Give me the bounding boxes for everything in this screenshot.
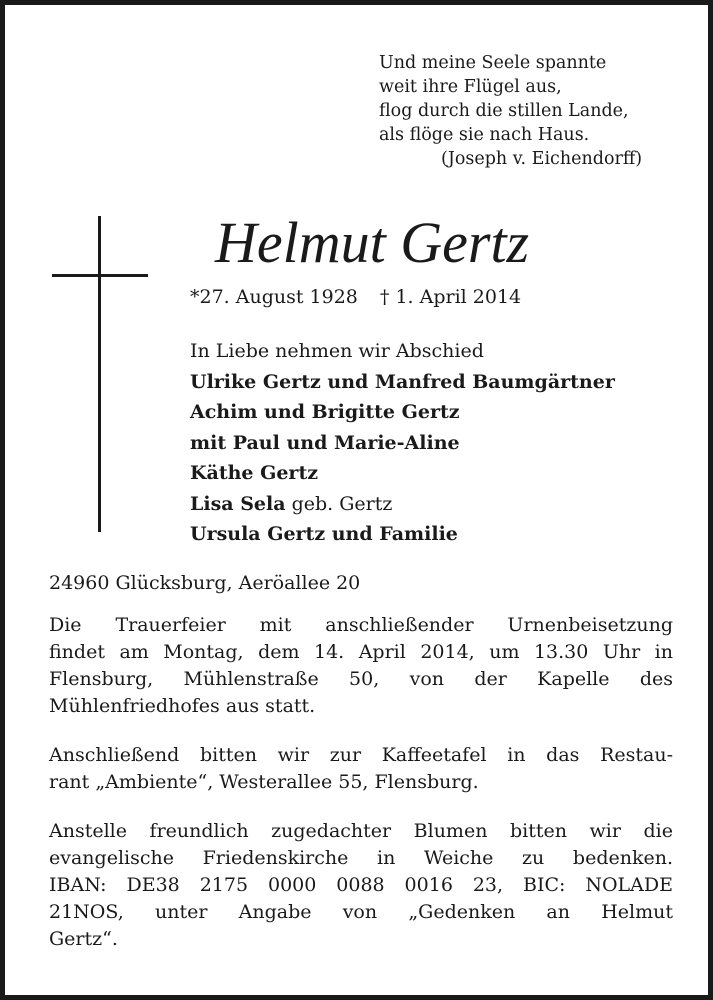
mourner-maiden-name: geb. Gertz (285, 492, 393, 515)
poem-author: (Joseph v. Eichendorff) (441, 149, 643, 169)
donation-paragraph (49, 818, 673, 953)
paragraph-line: Anstelle freundlich zugedachter Blumen bitten wir die (49, 820, 673, 842)
poem-line: als flöge sie nach Haus. (379, 125, 590, 145)
paragraph-line: 21NOS, unter Angabe von „Gedenken an Helmut (49, 901, 673, 923)
paragraph-line: Flensburg, Mühlenstraße 50, von der Kapelle des (49, 668, 673, 690)
death-date: † 1. April 2014 (379, 286, 522, 308)
mourner-line: Käthe Gertz (190, 462, 319, 484)
poem-line: flog durch die stillen Lande, (379, 101, 629, 121)
mourner-line: Ursula Gertz und Familie (190, 523, 458, 545)
paragraph-line: Anschließend bitten wir zur Kaffeetafel in das Restau- (49, 744, 673, 766)
poem-line: Und meine Seele spannte (379, 53, 607, 73)
mourner-name: Lisa Sela (190, 492, 286, 515)
poem-quote (379, 51, 679, 171)
paragraph-line: Die Trauerfeier mit anschließender Urnenbeisetzung (49, 614, 673, 636)
birth-date: *27. August 1928 (190, 286, 358, 308)
life-dates (190, 284, 521, 310)
mourners-list (190, 336, 690, 550)
paragraph-line: IBAN: DE38 2175 0000 0088 0016 23, BIC: NOLADE (49, 874, 673, 896)
paragraph-line: Mühlenfriedhofes aus statt. (49, 695, 316, 717)
paragraph-line: evangelische Friedenskirche in Weiche zu bedenken. (49, 847, 673, 869)
cross-icon (98, 216, 101, 532)
mourner-line (190, 489, 690, 520)
reception-paragraph (49, 742, 673, 796)
funeral-info-paragraph (49, 612, 673, 720)
poem-line: weit ihre Flügel aus, (379, 77, 562, 97)
mourner-line: Ulrike Gertz und Manfred Baumgärtner (190, 370, 615, 393)
paragraph-line: Gertz“. (49, 928, 118, 950)
deceased-name: Helmut Gertz (215, 210, 530, 275)
paragraph-line: findet am Montag, dem 14. April 2014, um 13.30 Uhr in (49, 641, 673, 663)
cross-icon-crossbar (52, 274, 148, 277)
address: 24960 Glücksburg, Aeröallee 20 (49, 572, 361, 594)
paragraph-line: rant „Ambiente“, Westerallee 55, Flensburg. (49, 771, 479, 793)
mourners-intro: In Liebe nehmen wir Abschied (190, 340, 484, 362)
mourner-line: mit Paul und Marie-Aline (190, 431, 460, 454)
mourner-line: Achim und Brigitte Gertz (190, 401, 460, 423)
